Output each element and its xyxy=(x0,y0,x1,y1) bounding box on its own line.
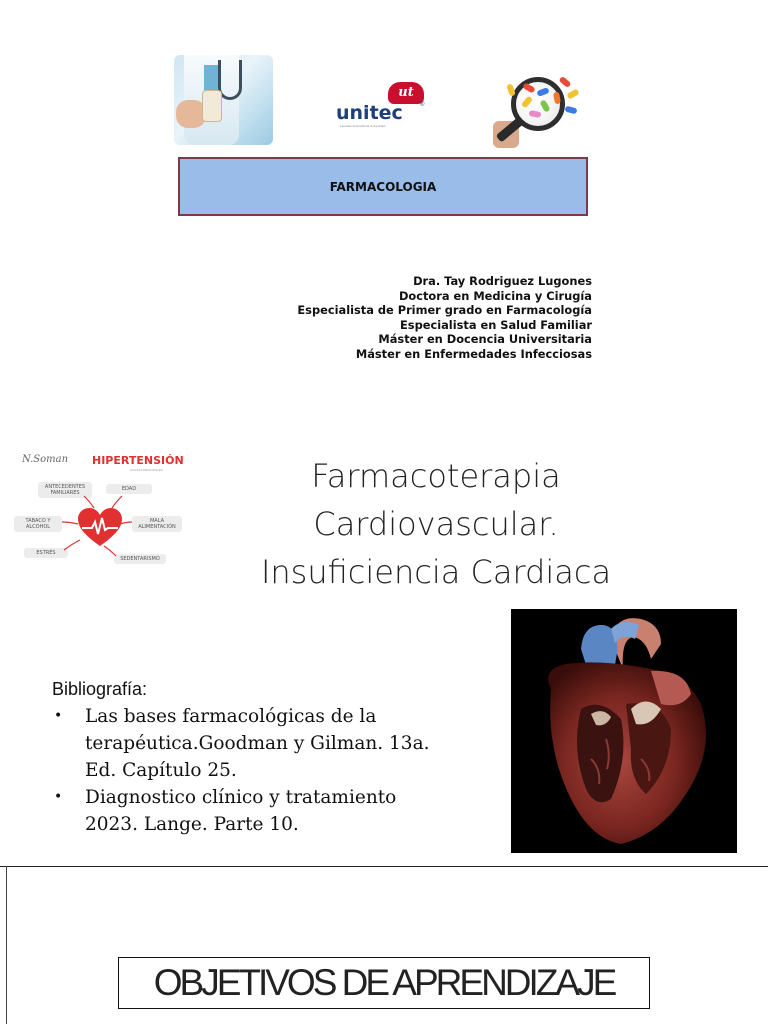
hipertension-infographic xyxy=(14,450,186,575)
page-edge-line xyxy=(6,866,7,1024)
course-title-bar xyxy=(178,157,588,216)
title-line-1: Farmacoterapia xyxy=(311,457,561,495)
heart-anatomy-image xyxy=(511,609,737,853)
factor-chip: EDAD xyxy=(106,484,152,494)
factor-chip: MALA ALIMENTACIÓN xyxy=(132,516,182,532)
course-title: FARMACOLOGIA xyxy=(329,179,437,194)
list-item xyxy=(52,703,442,784)
logo-tagline: Laureate International Universities xyxy=(340,124,386,128)
pills-magnifier-photo xyxy=(493,73,585,148)
title-line-2: Cardiovascular. xyxy=(313,505,559,543)
factor-chip: SEDENTARISMO xyxy=(114,554,166,564)
list-item xyxy=(52,784,442,838)
author-credential: Máster en Docencia Universitaria xyxy=(378,332,592,346)
factor-chip: ANTECEDENTES FAMILIARES xyxy=(38,482,92,498)
objectives-heading: OBJETIVOS DE APRENDIZAJE xyxy=(153,962,615,1003)
bullet-icon: • xyxy=(54,708,63,724)
author-credential: Doctora en Medicina y Cirugía xyxy=(398,288,592,303)
author-credential: Máster en Enfermedades Infecciosas xyxy=(355,346,592,361)
presentation-title xyxy=(186,452,686,596)
logo-badge: ut xyxy=(388,82,424,104)
infographic-subtitle: CAUSAS PRINCIPALES xyxy=(130,468,163,472)
objectives-heading-box xyxy=(118,957,650,1009)
factor-chip: TABACO Y ALCOHOL xyxy=(14,516,62,532)
bibliography-entry: Diagnostico clínico y tratamiento 2023. Lange. Parte 10. xyxy=(85,787,397,835)
arrows-icon xyxy=(14,450,186,575)
author-name: Dra. Tay Rodriguez Lugones xyxy=(413,274,592,288)
title-line-3: Insuficiencia Cardiaca xyxy=(260,553,612,591)
logo-wordmark: unitec xyxy=(336,102,403,124)
infographic-title: HIPERTENSIÓN xyxy=(92,454,184,467)
unitec-logo: ut unitec ® Laureate International Universities xyxy=(336,82,428,128)
infographic-signature: N.Soman xyxy=(22,454,69,465)
author-credentials xyxy=(297,274,592,361)
bibliography-title: Bibliografía: xyxy=(52,679,148,699)
bibliography-list xyxy=(52,703,442,838)
factor-chip: ESTRÉS xyxy=(24,548,68,558)
bibliography-entry: Las bases farmacológicas de la terapéutica.Goodman y Gilman. 13a. Ed. Capítulo 25. xyxy=(85,706,430,781)
bullet-icon: • xyxy=(54,789,63,805)
author-credential: Especialista en Salud Familiar xyxy=(400,317,592,332)
page-divider xyxy=(0,866,768,867)
author-credential: Especialista de Primer grado en Farmacología xyxy=(297,303,592,317)
doctor-photo xyxy=(174,55,273,145)
